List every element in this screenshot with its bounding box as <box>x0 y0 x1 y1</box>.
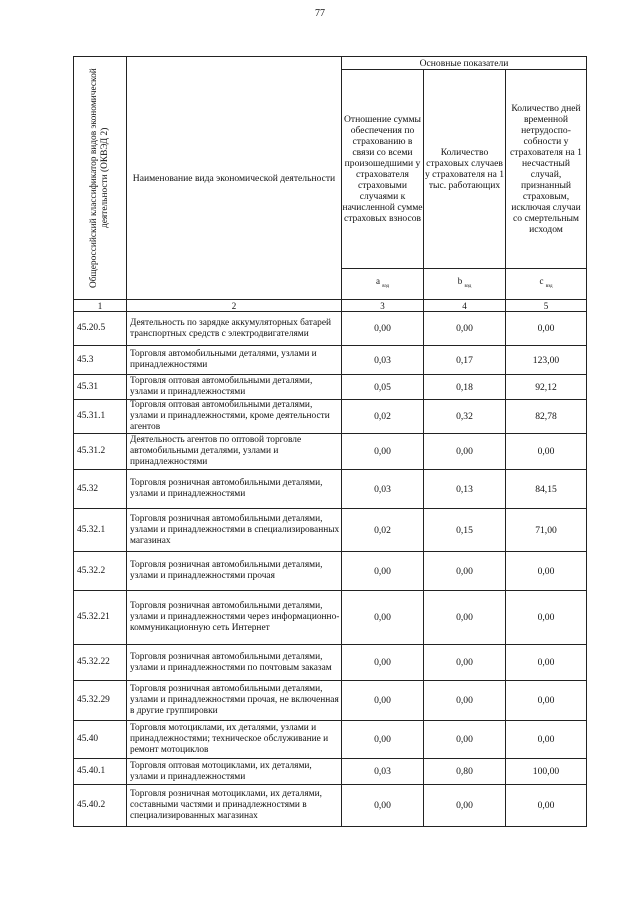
value-c: 82,78 <box>506 400 587 434</box>
symbol-b: b $_{вэд}$ <box>424 269 506 300</box>
value-c: 92,12 <box>506 375 587 400</box>
okved-code: 45.32.2 <box>74 552 127 591</box>
table-row <box>74 400 587 434</box>
value-b: 0,32 <box>424 400 506 434</box>
activity-name: Торговля розничная автомобильными деталями, узлами и принадлежностями в специализированных магазинах <box>127 509 342 552</box>
okved-code: 45.32.29 <box>74 681 127 721</box>
okved-code: 45.40 <box>74 721 127 759</box>
column-numbers-row <box>74 300 587 312</box>
value-c: 84,15 <box>506 470 587 509</box>
value-c: 100,00 <box>506 759 587 785</box>
value-a: 0,00 <box>342 645 424 681</box>
value-c: 0,00 <box>506 681 587 721</box>
value-a: 0,02 <box>342 509 424 552</box>
value-a: 0,03 <box>342 470 424 509</box>
table-row <box>74 509 587 552</box>
value-b: 0,00 <box>424 785 506 827</box>
col-number: 4 <box>424 300 506 312</box>
value-a: 0,00 <box>342 434 424 470</box>
col-number: 3 <box>342 300 424 312</box>
activity-name: Торговля мотоциклами, их деталями, узлами и принадлежностями; техническое обслуживание и ремонт мотоциклов <box>127 721 342 759</box>
okved-header: Общероссийский классификатор видов экономической деятельности (ОКВЭД 2) <box>74 57 127 300</box>
value-a: 0,00 <box>342 591 424 645</box>
value-c: 0,00 <box>506 645 587 681</box>
okved-code: 45.31.1 <box>74 400 127 434</box>
value-b: 0,00 <box>424 552 506 591</box>
value-b: 0,00 <box>424 645 506 681</box>
value-b: 0,18 <box>424 375 506 400</box>
activity-name: Торговля оптовая автомобильными деталями, узлами и принадлежностями <box>127 375 342 400</box>
symbol-c: c $_{вэд}$ <box>506 269 587 300</box>
value-b: 0,00 <box>424 591 506 645</box>
value-a: 0,00 <box>342 552 424 591</box>
table-body <box>74 312 587 827</box>
table-row <box>74 681 587 721</box>
okved-code: 45.40.2 <box>74 785 127 827</box>
value-a: 0,03 <box>342 759 424 785</box>
value-a: 0,03 <box>342 346 424 375</box>
activity-name: Торговля автомобильными деталями, узлами и принадлежностями <box>127 346 342 375</box>
table-row <box>74 645 587 681</box>
value-c: 71,00 <box>506 509 587 552</box>
value-a: 0,00 <box>342 312 424 346</box>
table-row <box>74 759 587 785</box>
table-row <box>74 785 587 827</box>
activity-name: Торговля оптовая мотоциклами, их деталями, узлами и принадлежностями <box>127 759 342 785</box>
value-c: 0,00 <box>506 591 587 645</box>
activity-name: Торговля розничная автомобильными деталями, узлами и принадлежностями прочая <box>127 552 342 591</box>
okved-code: 45.31 <box>74 375 127 400</box>
activity-name: Торговля розничная мотоциклами, их деталями, составными частями и принадлежностями в специализированных магазинах <box>127 785 342 827</box>
okved-code: 45.32.22 <box>74 645 127 681</box>
value-c: 0,00 <box>506 312 587 346</box>
table-row <box>74 346 587 375</box>
value-a: 0,02 <box>342 400 424 434</box>
ratio-header: Отношение суммы обеспечения по страхованию в связи со всеми произошедшими у страхователя страховыми случаями к начисленной сумме страховых взносов <box>342 70 424 269</box>
value-b: 0,00 <box>424 312 506 346</box>
activity-name: Деятельность по зарядке аккумуляторных батарей транспортных средств с электродвигателями <box>127 312 342 346</box>
value-a: 0,00 <box>342 785 424 827</box>
activity-name: Торговля розничная автомобильными деталями, узлами и принадлежностями прочая, не включенная в другие группировки <box>127 681 342 721</box>
symbol-a: a $_{вэд}$ <box>342 269 424 300</box>
activity-name: Торговля розничная автомобильными деталями, узлами и принадлежностями через информационно-коммуникационную сеть Интернет <box>127 591 342 645</box>
value-c: 0,00 <box>506 721 587 759</box>
value-b: 0,80 <box>424 759 506 785</box>
okved-code: 45.32.21 <box>74 591 127 645</box>
table-row <box>74 375 587 400</box>
value-b: 0,00 <box>424 721 506 759</box>
col-number: 5 <box>506 300 587 312</box>
okved-code: 45.40.1 <box>74 759 127 785</box>
okved-code: 45.31.2 <box>74 434 127 470</box>
col-number: 2 <box>127 300 342 312</box>
value-a: 0,00 <box>342 721 424 759</box>
activity-name-header: Наименование вида экономической деятельности <box>127 57 342 300</box>
table-row <box>74 721 587 759</box>
activity-name: Торговля розничная автомобильными деталями, узлами и принадлежностями <box>127 470 342 509</box>
value-b: 0,15 <box>424 509 506 552</box>
value-c: 0,00 <box>506 552 587 591</box>
page-number: 77 <box>315 8 325 19</box>
value-b: 0,13 <box>424 470 506 509</box>
table-row <box>74 591 587 645</box>
value-a: 0,00 <box>342 681 424 721</box>
value-b: 0,00 <box>424 434 506 470</box>
okved-code: 45.3 <box>74 346 127 375</box>
indicators-table <box>73 56 587 827</box>
okved-code: 45.20.5 <box>74 312 127 346</box>
value-c: 0,00 <box>506 785 587 827</box>
value-c: 0,00 <box>506 434 587 470</box>
table-row <box>74 470 587 509</box>
okved-code: 45.32.1 <box>74 509 127 552</box>
table-row <box>74 434 587 470</box>
activity-name: Торговля розничная автомобильными деталями, узлами и принадлежностями по почтовым заказам <box>127 645 342 681</box>
activity-name: Деятельность агентов по оптовой торговле автомобильными деталями, узлами и принадлежностями <box>127 434 342 470</box>
cases-header: Количество страховых случаев у страхователя на 1 тыс. работающих <box>424 70 506 269</box>
days-header: Количество дней временной нетрудоспо-собности у страхователя на 1 несчастный случай, признанный страховым, исключая случаи со смертельным исходом <box>506 70 587 269</box>
value-b: 0,00 <box>424 681 506 721</box>
table-row <box>74 312 587 346</box>
activity-name: Торговля оптовая автомобильными деталями, узлами и принадлежностями, кроме деятельности агентов <box>127 400 342 434</box>
value-b: 0,17 <box>424 346 506 375</box>
okved-code: 45.32 <box>74 470 127 509</box>
value-c: 123,00 <box>506 346 587 375</box>
main-indicators-header: Основные показатели <box>342 57 587 70</box>
table-row <box>74 552 587 591</box>
col-number: 1 <box>74 300 127 312</box>
value-a: 0,05 <box>342 375 424 400</box>
